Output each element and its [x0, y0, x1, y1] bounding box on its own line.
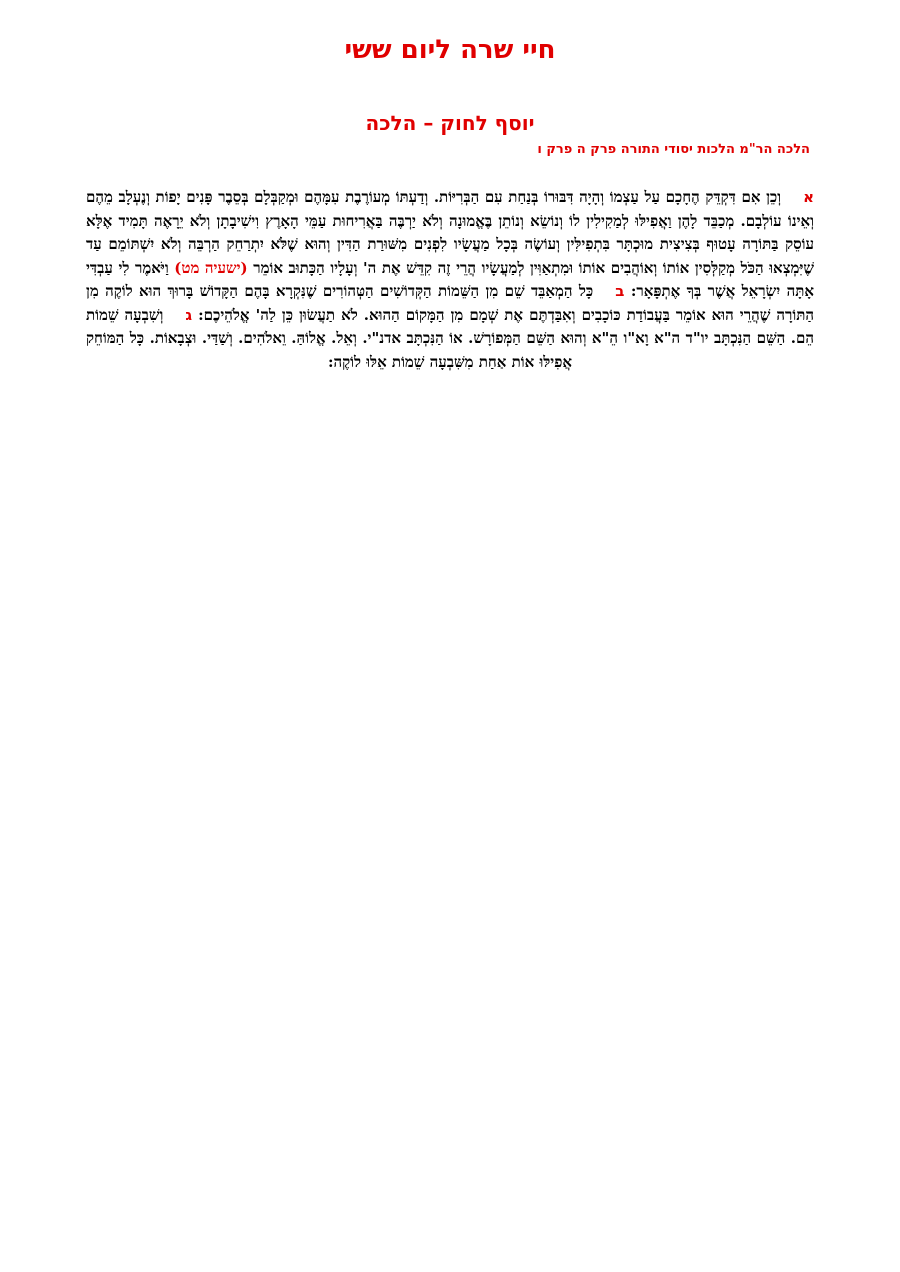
halacha-paragraph-2: כָּל הַמְאַבֵּד שֵׁם מִן הַשֵּׁמוֹת הַקְּדוֹשִׁים הַטְּהוֹרִים שֶׁנִּקְרָא בָּהֶם הַקָּדוֹשׁ בָּרוּךְ הוּא לוֹקֶה מִן הַתּוֹרָה שֶׁהֲרֵי הוּא אוֹמֵר בַּעֲבוֹדַת כּוֹכָבִים וְאִבַּדְתֶּם אֶת שְׁמָם מִן הַמָּקוֹם הַהוּא. לֹא תַעֲשׂוּן כֵּן לַה' אֱלֹהֵיכֶם:	[86, 282, 814, 324]
halacha-text	[86, 186, 814, 374]
halacha-paragraph-3: וְשִׁבְעָה שֵׁמוֹת הֵם. הַשֵּׁם הַנִּכְתָּב יו"ד ה"א וָא"ו הֵ"א וְהוּא הַשֵּׁם הַמְּפוֹרָשׁ. אוֹ הַנִּכְתָּב אדנ"י. וְאֵל. אֱלוֹהַּ. וֵאלֹהִים. וְשַׁדַּי. וּצְבָאוֹת. כָּל הַמּוֹחֵק אֲפִילּוּ אוֹת אַחַת מִשִּׁבְעָה שֵׁמוֹת אֵלּוּ לוֹקֶה:	[86, 305, 814, 371]
halacha-paragraph-1: וְכֵן אִם דִּקְדֵּק הֶחָכָם עַל עַצְמוֹ וְהָיָה דִּבּוּרוֹ בְּנַחַת עִם הַבְּרִיּוֹת. וְדַעְתּוֹ מְעוֹרֶבֶת עִמָּהֶם וּמְקַבְּלָם בְּסֵבֶר פָּנִים יָפוֹת וְנֶעְלָב מֵהֶם וְאֵינוֹ עוֹלְבָם. מְכַבֵּד לָהֶן וַאֲפִילּוּ לְמַקִילִין לוֹ וְנוֹשֵׂא וְנוֹתֵן בֶּאֱמוּנָה וְלֹא יַרְבֶּה בַּאֲרִיחוּת עַמֵּי הָאָרֶץ וִישִׁיבָתָן וְלֹא יֵרָאֶה תָּמִיד אֶלָּא עוֹסֵק בַּתּוֹרָה עָטוּף בְּצִיצִית מוּכְתָּר בִּתְפִילִּין וְעוֹשֶׂה בְּכָל מַעֲשָׂיו לִפְנִים מִשּׁוּרַת הַדִּין וְהוּא שֶׁלֹּא יִתְרַחֵק הַרְבֵּה וְלֹא יִשְׁתּוֹמֵם עַד שֶׁיִּמְצְאוּ הַכֹּל מְקַלְּסִין אוֹתוֹ וְאוֹהֲבִים אוֹתוֹ וּמִתְאַוִּין לְמַעֲשָׂיו הֲרֵי זֶה קִדֵּשׁ אֶת ה' וְעָלָיו הַכָּתוּב אוֹמֵר	[86, 188, 814, 277]
halacha-paragraph-1-verse: וַיֹּאמֶר לִי עַבְדִּי אָתָּה יִשְׂרָאֵל אֲשֶׁר בְּךָ אֶתְפָּאָר:	[86, 258, 814, 300]
halacha-marker-1: א	[803, 188, 814, 206]
halacha-marker-2: ב	[615, 282, 625, 300]
verse-reference: (ישעיה מט)	[174, 258, 248, 277]
page-title: חיי שרה ליום ששי	[344, 35, 556, 65]
section-subtitle: יוסף לחוק – הלכה	[365, 111, 535, 135]
source-reference: הלכה הר"מ הלכות יסודי התורה פרק ה פרק ו	[537, 142, 810, 157]
halacha-marker-3: ג	[185, 305, 193, 324]
